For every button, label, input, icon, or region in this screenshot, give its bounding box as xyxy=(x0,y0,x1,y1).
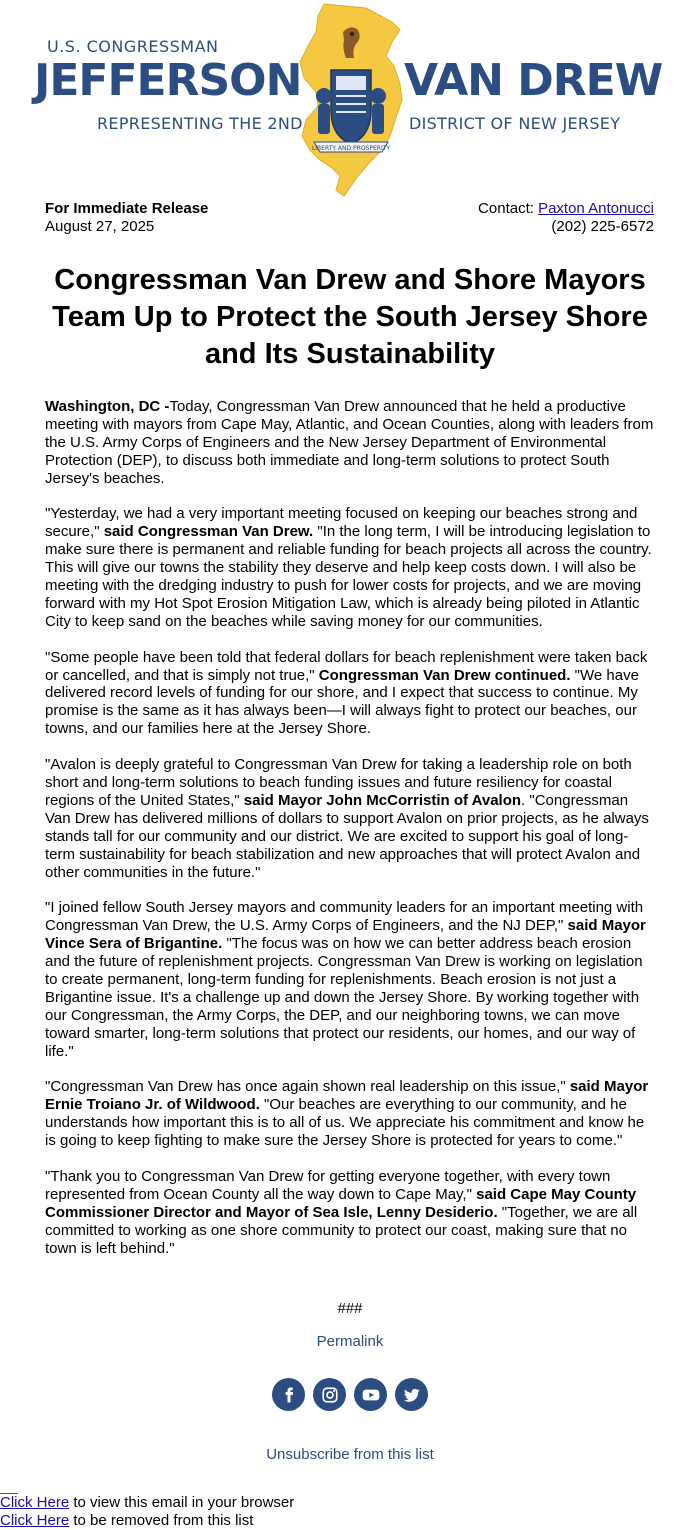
paragraph-text: Today, Congressman Van Drew announced that he held a productive meeting with mayors from Cape May, Atlantic, and Ocean Counties, along with leaders from the U.S. Army Corps of Engineers and the New Jersey Department of Environmental Protection (DEP), to discuss both immediate and long-term solutions to protect South Jersey's beaches. xyxy=(45,398,654,487)
new-jersey-seal-icon xyxy=(296,0,406,200)
quote-text: . "Congressman Van Drew has delivered millions of dollars to support Avalon on prior projects, as he always stands tall for our community and our district. We are excited to support his goal of long-term sustainability for beach stabilization and new approaches that will protect Avalon and other communities in the future." xyxy=(45,791,649,881)
unsubscribe-link[interactable]: Unsubscribe from this list xyxy=(266,1446,434,1463)
speaker-attribution: said Mayor Ernie Troiano Jr. of Wildwood. xyxy=(45,1078,649,1114)
quote-text: "I joined fellow South Jersey mayors and community leaders for an important meeting with Congressman Van Drew, the U.S. Army Corps of Engineers, and the NJ DEP," xyxy=(45,899,644,935)
speaker-attribution: said Congressman Van Drew. xyxy=(103,523,314,541)
paragraph-quote xyxy=(45,649,657,739)
quote-text: "Some people have been told that federal dollars for beach replenishment were taken back or cancelled, and that is simply not true," xyxy=(45,648,648,684)
paragraph-quote xyxy=(45,1078,657,1150)
permalink-link[interactable]: Permalink xyxy=(316,1333,384,1350)
speaker-attribution: said Mayor John McCorristin of Avalon xyxy=(243,791,522,809)
twitter-icon xyxy=(403,1386,421,1404)
paragraph-quote xyxy=(45,1168,657,1258)
seal-ribbon-text: LIBERTY AND PROSPERITY xyxy=(311,145,391,152)
brand-last-name: VAN DREW xyxy=(404,55,663,106)
paragraph-quote xyxy=(45,899,657,1060)
quote-text: "Yesterday, we had a very important meeting focused on keeping our beaches strong and secure," xyxy=(45,505,638,541)
speaker-attribution: said Cape May County Commissioner Director and Mayor of Sea Isle, Lenny Desiderio. xyxy=(45,1185,637,1221)
brand-small-title: U.S. CONGRESSMAN xyxy=(47,37,219,56)
brand-subtitle-left: REPRESENTING THE 2ND xyxy=(97,114,303,133)
twitter-button[interactable] xyxy=(395,1378,428,1411)
article-body xyxy=(45,398,657,1275)
dateline: Washington, DC - xyxy=(45,398,170,415)
facebook-button[interactable] xyxy=(272,1378,305,1411)
remove-from-list-line xyxy=(0,1512,253,1529)
view-in-browser-text: to view this email in your browser xyxy=(69,1494,295,1511)
speaker-attribution: said Mayor Vince Sera of Brigantine. xyxy=(45,917,646,953)
quote-text: "Together, we are all committed to working as one shore community to protect our coast, making sure that no town is left behind." xyxy=(45,1203,638,1257)
release-info xyxy=(45,200,208,236)
remove-from-list-link[interactable]: Click Here xyxy=(0,1512,70,1529)
youtube-icon xyxy=(361,1385,381,1405)
quote-text: "Our beaches are everything to our community, and he understands how important this is to all of us. We appreciate his commitment and know he is going to keep fighting to make sure the Jersey Shore is protected for years to come." xyxy=(45,1096,645,1150)
quote-text: "Thank you to Congressman Van Drew for getting everyone together, with every town represented from Ocean County all the way down to Cape May," xyxy=(45,1167,611,1203)
quote-text: "The focus was on how we can better address beach erosion and the future of replenishment projects. Congressman Van Drew is working on legislation to create permanent, long-term funding for replenishments. Beach erosion is not just a Brigantine issue. It's a challenge up and down the Jersey Shore. By working together with our Congressman, the Army Corps, the DEP, and our neighboring towns, we can move toward smarter, long-term solutions that protect our residents, our homes, and our way of life." xyxy=(45,935,643,1060)
social-links xyxy=(272,1378,428,1411)
paragraph-quote xyxy=(45,505,657,630)
contact-name-link[interactable]: Paxton Antonucci xyxy=(538,200,654,217)
contact-phone: (202) 225-6572 xyxy=(551,218,654,235)
email-header xyxy=(0,0,700,200)
view-in-browser-link[interactable]: Click Here xyxy=(0,1494,70,1511)
end-mark: ### xyxy=(337,1300,363,1317)
quote-text: "We have delivered record levels of funding for our shore, and I expect that success to continue. My promise is the same as it has always been—I will always fight to protect our beaches, our towns, and our families here at the Jersey Shore. xyxy=(45,666,639,738)
headline: Congressman Van Drew and Shore Mayors Team Up to Protect the South Jersey Shore and Its Sustainability xyxy=(52,264,648,370)
quote-text: "In the long term, I will be introducing legislation to make sure there is permanent and reliable funding for beach projects all across the country. This will give our towns the stability they deserve and help keep costs down. I will also be meeting with the dredging industry to push for lower costs for projects, and we are moving forward with my Hot Spot Erosion Mitigation Law, which is already being piloted in Atlantic City to keep sand on the beaches while saving money for our communities. xyxy=(45,523,652,630)
view-in-browser-line xyxy=(0,1494,294,1511)
brand-subtitle-right: DISTRICT OF NEW JERSEY xyxy=(409,114,621,133)
speaker-attribution: Congressman Van Drew continued. xyxy=(318,666,571,684)
release-date: August 27, 2025 xyxy=(45,218,155,235)
paragraph-intro xyxy=(45,398,657,488)
instagram-button[interactable] xyxy=(313,1378,346,1411)
contact-info xyxy=(478,200,654,236)
contact-label: Contact: xyxy=(478,200,539,217)
brand-first-name: JEFFERSON xyxy=(34,55,302,106)
instagram-icon xyxy=(321,1386,339,1404)
remove-from-list-text: to be removed from this list xyxy=(69,1512,254,1529)
facebook-icon xyxy=(280,1386,298,1404)
quote-text: "Avalon is deeply grateful to Congressman Van Drew for taking a leadership role on both short and long-term solutions to beach funding issues and future resiliency for coastal regions of the United States," xyxy=(45,756,632,809)
youtube-button[interactable] xyxy=(354,1378,387,1411)
quote-text: "Congressman Van Drew has once again shown real leadership on this issue," xyxy=(45,1078,570,1096)
release-label: For Immediate Release xyxy=(45,200,209,217)
paragraph-quote xyxy=(45,756,657,881)
